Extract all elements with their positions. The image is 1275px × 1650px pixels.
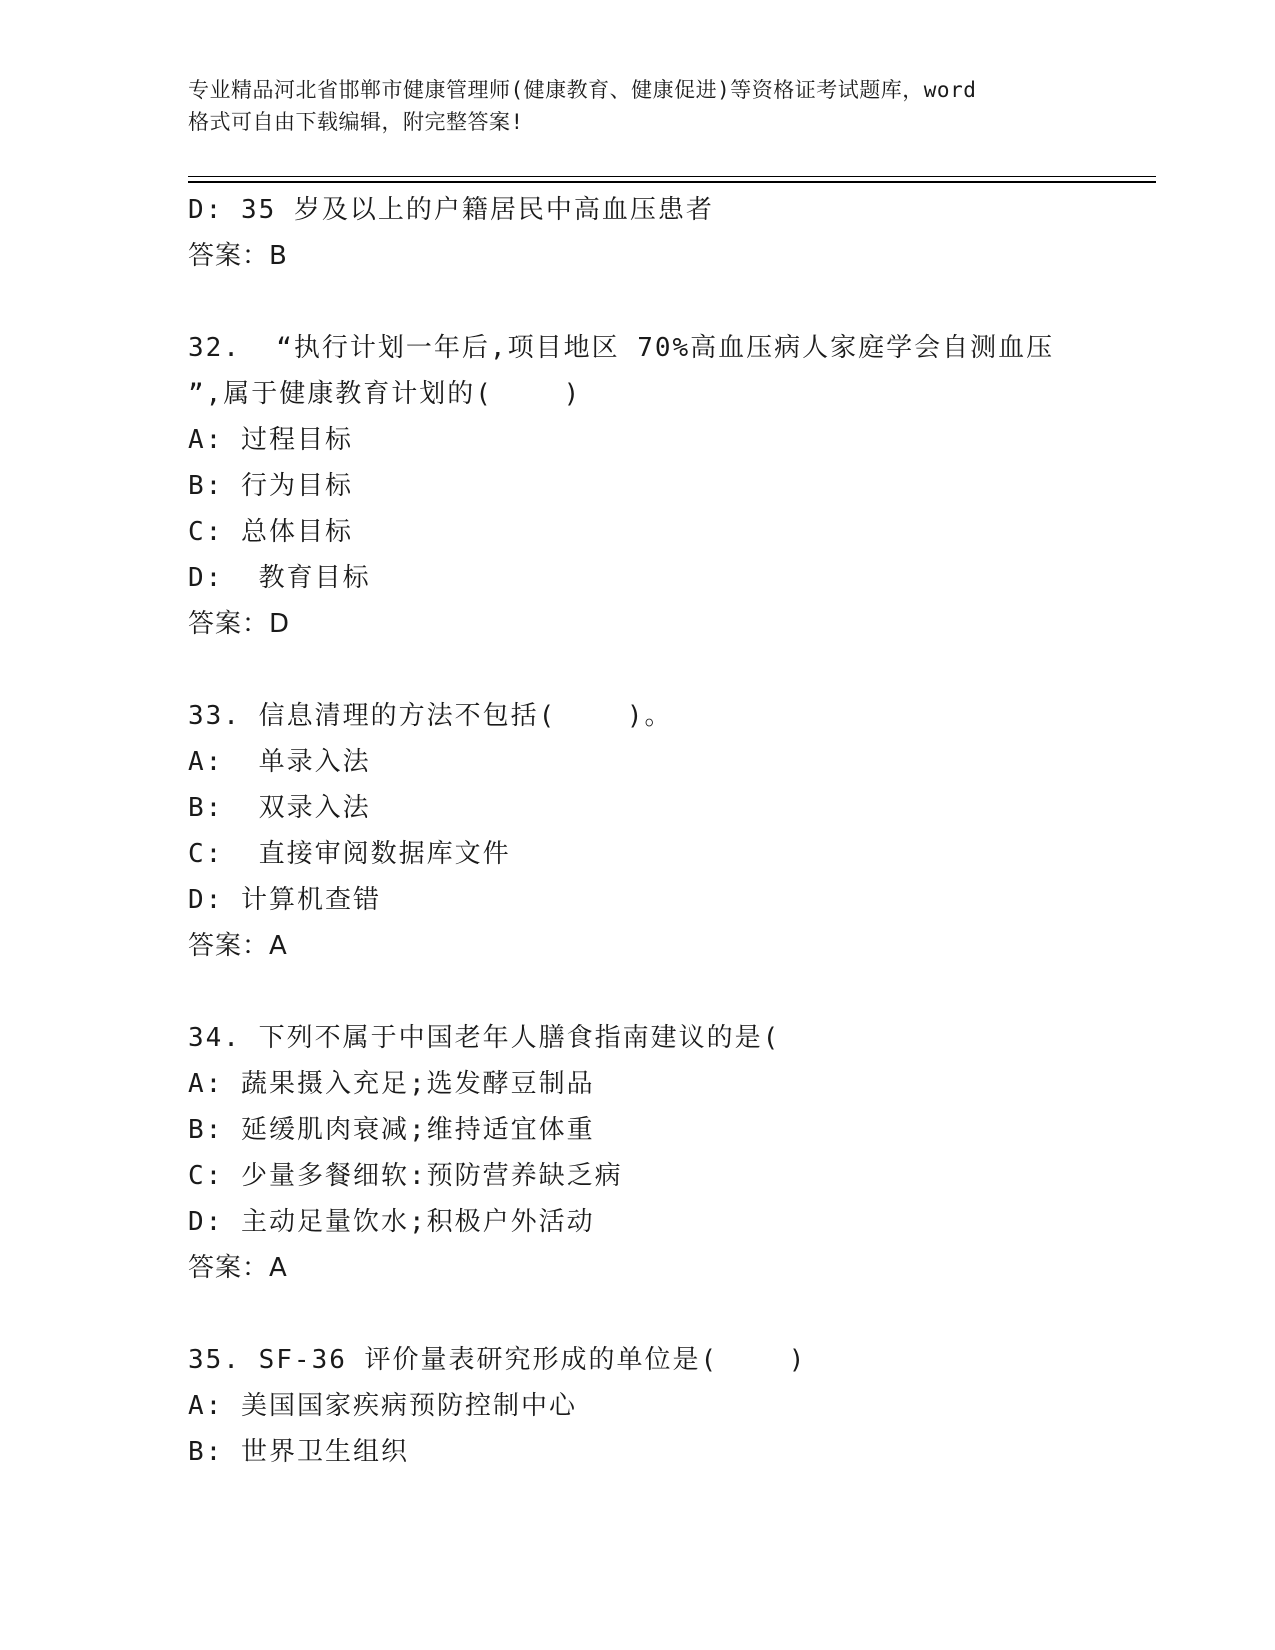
option-d: D: 主动足量饮水;积极户外活动 — [188, 1207, 595, 1237]
spacer — [188, 969, 1148, 1015]
question-stem: 33. 信息清理的方法不包括( )。 — [188, 701, 673, 731]
question-35 — [188, 1337, 1148, 1475]
option-c: C: 直接审阅数据库文件 — [188, 839, 511, 869]
question-stem: 35. SF-36 评价量表研究形成的单位是( ) — [188, 1345, 807, 1375]
question-stem: 32. “执行计划一年后,项目地区 70%高血压病人家庭学会自测血压 — [188, 333, 1055, 363]
option-d: D: 计算机查错 — [188, 885, 381, 915]
option-a: A: 单录入法 — [188, 747, 371, 777]
page-header — [188, 74, 1088, 138]
question-32 — [188, 325, 1148, 647]
option-d: D: 教育目标 — [188, 563, 371, 593]
answer-line: 答案：B — [188, 241, 288, 271]
spacer — [188, 279, 1148, 325]
question-stem-continued: ”,属于健康教育计划的( ) — [188, 379, 582, 409]
option-b: B: 世界卫生组织 — [188, 1437, 409, 1467]
header-rule-thin — [188, 176, 1156, 177]
question-list — [188, 187, 1148, 1475]
answer-line: 答案：A — [188, 1253, 288, 1283]
question-33 — [188, 693, 1148, 969]
spacer — [188, 1291, 1148, 1337]
option-c: C: 少量多餐细软:预防营养缺乏病 — [188, 1161, 623, 1191]
question-stem: 34. 下列不属于中国老年人膳食指南建议的是( — [188, 1023, 781, 1053]
option-b: B: 延缓肌肉衰减;维持适宜体重 — [188, 1115, 595, 1145]
header-rule-thick — [188, 181, 1156, 183]
header-line-2: 格式可自由下载编辑，附完整答案! — [188, 110, 524, 134]
option-a: A: 美国国家疾病预防控制中心 — [188, 1391, 577, 1421]
question-34 — [188, 1015, 1148, 1291]
option-a: A: 过程目标 — [188, 425, 353, 455]
option-c: C: 总体目标 — [188, 517, 353, 547]
option-d: D: 35 岁及以上的户籍居民中高血压患者 — [188, 195, 714, 225]
option-b: B: 行为目标 — [188, 471, 353, 501]
spacer — [188, 647, 1148, 693]
answer-line: 答案：A — [188, 931, 288, 961]
question-31-tail — [188, 187, 1148, 279]
answer-line: 答案：D — [188, 609, 291, 639]
option-a: A: 蔬果摄入充足;选发酵豆制品 — [188, 1069, 595, 1099]
header-line-1: 专业精品河北省邯郸市健康管理师(健康教育、健康促进)等资格证考试题库，word — [188, 78, 977, 102]
option-b: B: 双录入法 — [188, 793, 371, 823]
